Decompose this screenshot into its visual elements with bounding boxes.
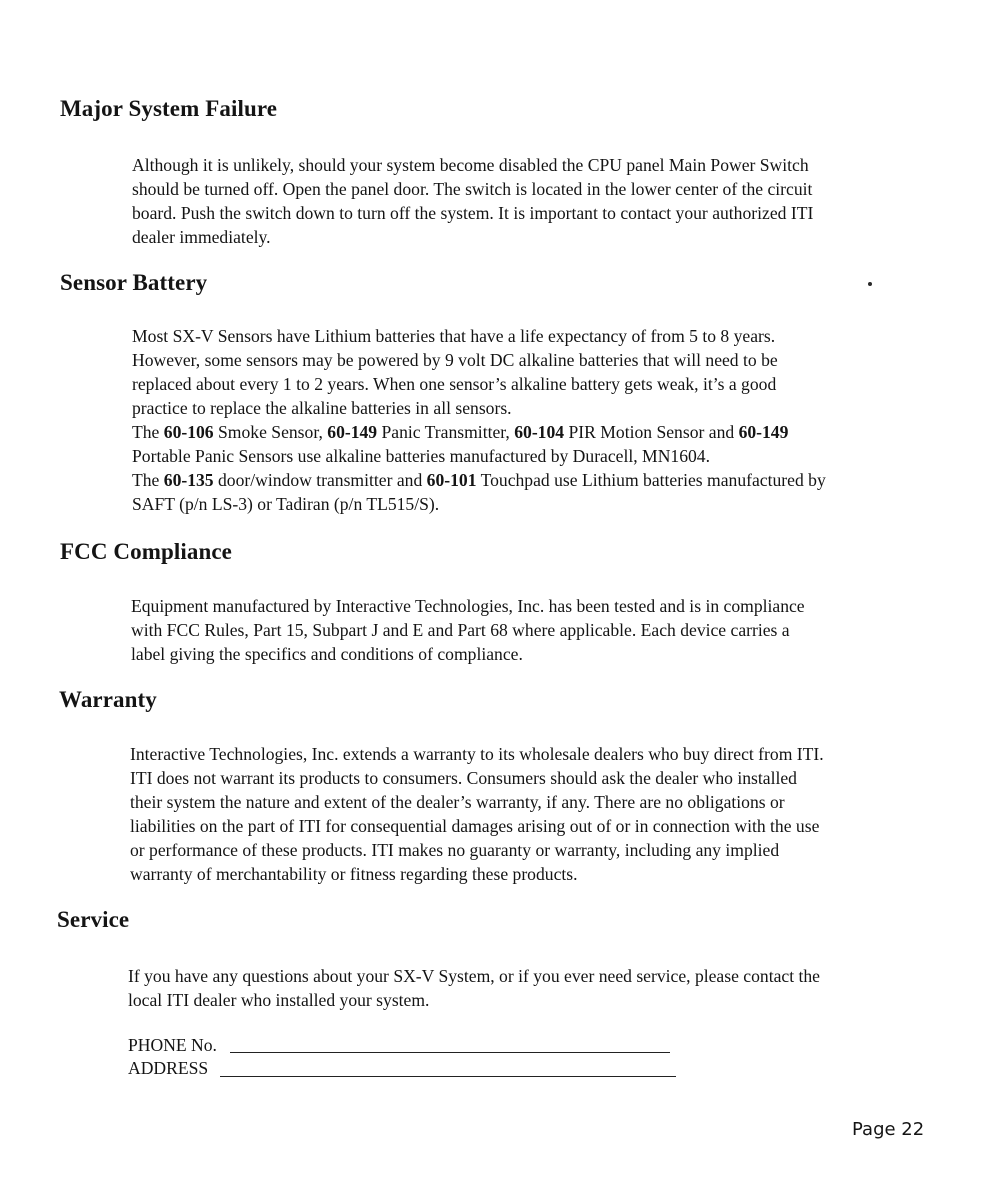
heading-sensor-battery: Sensor Battery (60, 270, 208, 295)
text-line: liabilities on the part of ITI for consequential damages arising out of or in connection with the use (130, 816, 820, 836)
text-fragment: Touchpad use Lithium batteries manufactured by (476, 470, 826, 490)
address-label: ADDRESS (128, 1058, 209, 1078)
text-line: SAFT (p/n LS-3) or Tadiran (p/n TL515/S). (132, 494, 440, 514)
text-line-smoke-sensors (132, 420, 826, 444)
text-line: If you have any questions about your SX-V System, or if you ever need service, please contact the (128, 966, 820, 986)
phone-fill-line[interactable] (230, 1052, 670, 1053)
phone-label: PHONE No. (128, 1035, 217, 1055)
paragraph-service (128, 964, 820, 1012)
part-number: 60-135 (163, 470, 214, 490)
text-line: warranty of merchantability or fitness regarding these products. (130, 864, 578, 884)
text-line: Although it is unlikely, should your system become disabled the CPU panel Main Power Switch (132, 155, 809, 175)
text-line: board. Push the switch down to turn off the system. It is important to contact your authorized ITI (132, 203, 814, 223)
heading-fcc-compliance: FCC Compliance (60, 539, 232, 564)
stray-mark (868, 282, 872, 286)
part-number: 60-104 (514, 422, 565, 442)
heading-warranty: Warranty (59, 687, 157, 712)
text-fragment: Smoke Sensor, (213, 422, 328, 442)
text-line: Portable Panic Sensors use alkaline batteries manufactured by Duracell, MN1604. (132, 446, 710, 466)
address-fill-line[interactable] (220, 1076, 676, 1077)
text-line: or performance of these products. ITI makes no guaranty or warranty, including any implied (130, 840, 780, 860)
text-line: replaced about every 1 to 2 years. When one sensor’s alkaline battery gets weak, it’s a good (132, 374, 777, 394)
address-field-row (128, 1057, 208, 1079)
part-number: 60-149 (738, 422, 789, 442)
text-line: However, some sensors may be powered by 9 volt DC alkaline batteries that will need to be (132, 350, 778, 370)
text-line: dealer immediately. (132, 227, 271, 247)
text-line: should be turned off. Open the panel door. The switch is located in the lower center of the circuit (132, 179, 813, 199)
paragraph-major-system-failure (132, 153, 813, 249)
text-fragment: Panic Transmitter, (377, 422, 515, 442)
text-line: with FCC Rules, Part 15, Subpart J and E and Part 68 where applicable. Each device carries a (131, 620, 790, 640)
text-fragment: The (132, 422, 164, 442)
heading-service: Service (57, 907, 130, 932)
part-number: 60-149 (327, 422, 378, 442)
page-number: Page 22 (852, 1119, 925, 1140)
text-fragment: The (132, 470, 164, 490)
phone-field-row (128, 1034, 217, 1056)
part-number: 60-101 (426, 470, 477, 490)
text-line: Interactive Technologies, Inc. extends a warranty to its wholesale dealers who buy direct from ITI. (130, 744, 824, 764)
text-line: their system the nature and extent of the dealer’s warranty, if any. There are no obligations or (130, 792, 785, 812)
text-line: practice to replace the alkaline batteries in all sensors. (132, 398, 512, 418)
text-line: Equipment manufactured by Interactive Technologies, Inc. has been tested and is in compliance (131, 596, 805, 616)
text-fragment: PIR Motion Sensor and (564, 422, 739, 442)
heading-major-system-failure: Major System Failure (60, 96, 278, 121)
paragraph-warranty (130, 742, 824, 886)
text-line-door-window (132, 468, 826, 492)
text-line: Most SX-V Sensors have Lithium batteries that have a life expectancy of from 5 to 8 years. (132, 326, 776, 346)
text-line: local ITI dealer who installed your system. (128, 990, 430, 1010)
text-line: label giving the specifics and conditions of compliance. (131, 644, 523, 664)
text-line: ITI does not warrant its products to consumers. Consumers should ask the dealer who installed (130, 768, 797, 788)
text-fragment: door/window transmitter and (213, 470, 427, 490)
paragraph-sensor-battery (132, 324, 826, 516)
part-number: 60-106 (163, 422, 214, 442)
paragraph-fcc-compliance (131, 594, 805, 666)
